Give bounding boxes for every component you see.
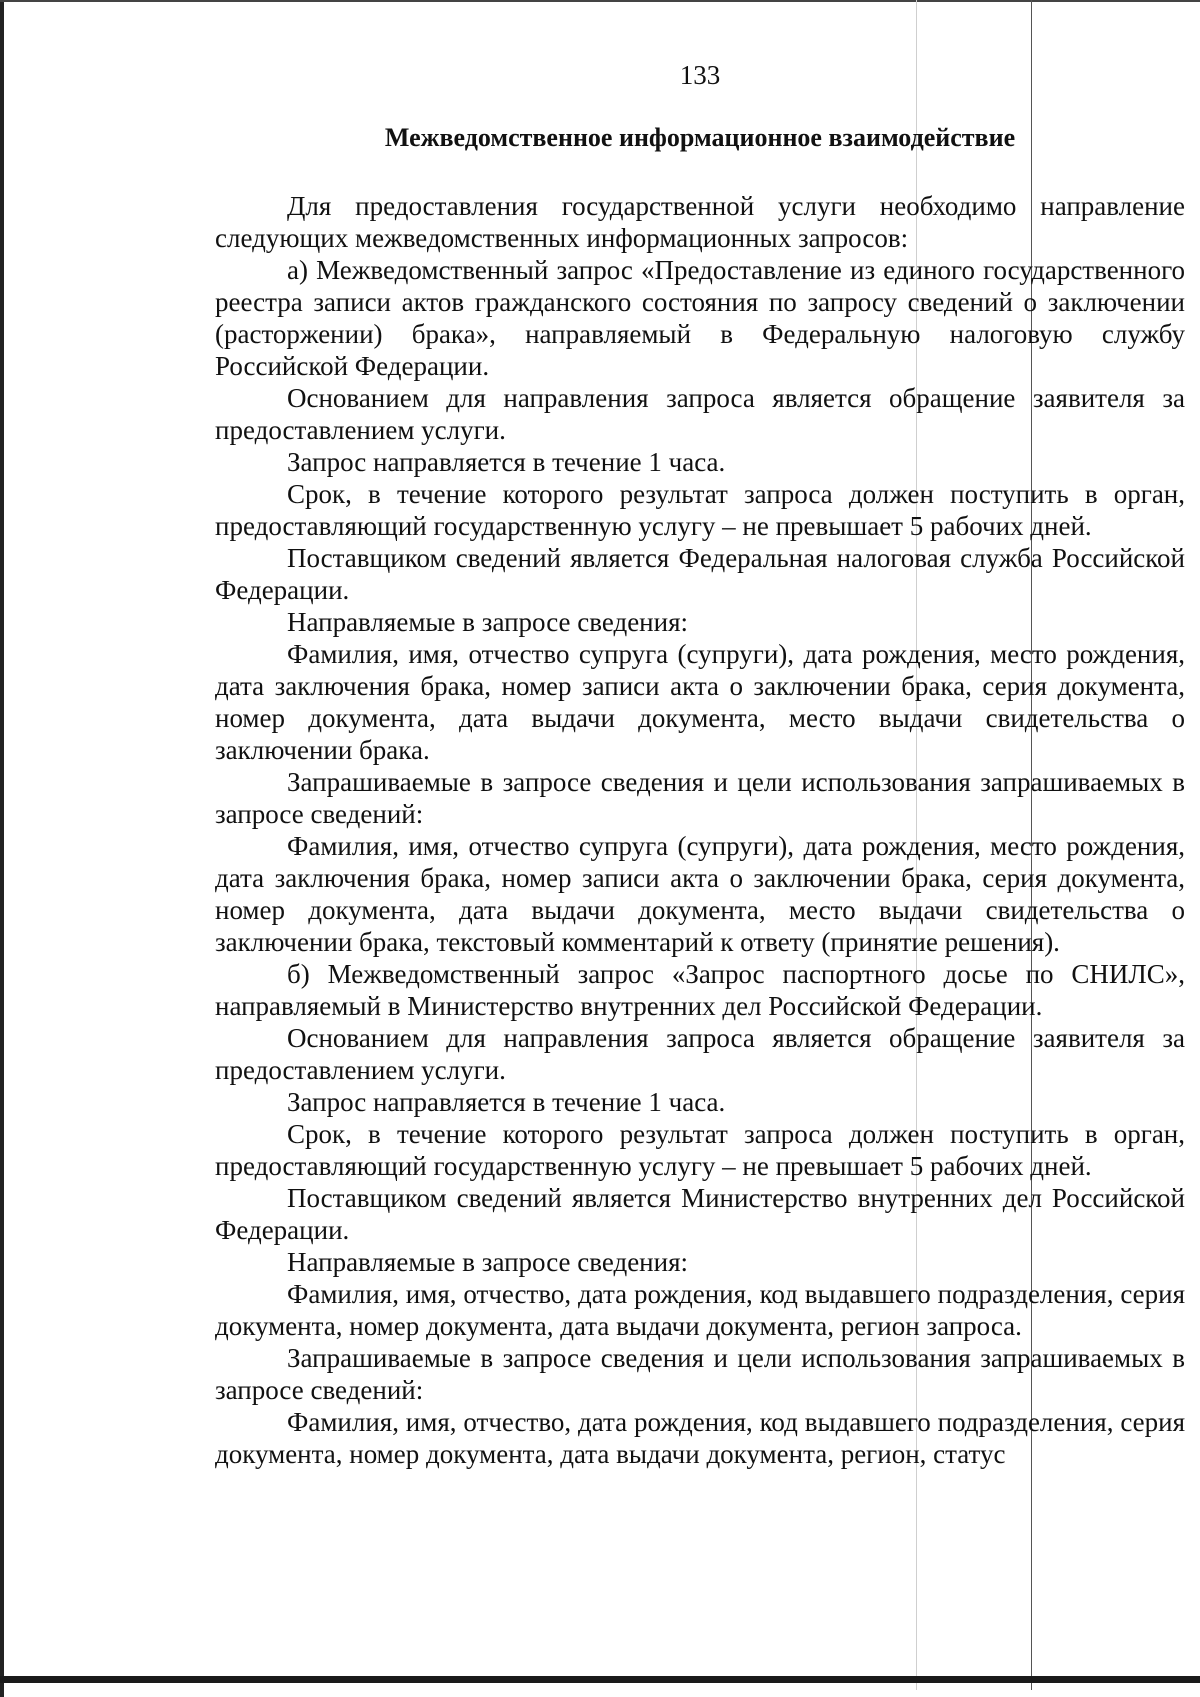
paragraph: Фамилия, имя, отчество супруга (супруги), дата рождения, место рождения, дата заключения брака, номер записи акта о заключении брака, серия документа, номер документа, дата выдачи документа, место выдачи свидетельства о заключении брака, текстовый комментарий к ответу (принятие решения). <box>215 831 1185 957</box>
paragraph: Для предоставления государственной услуги необходимо направление следующих межведомственных информационных запросов: <box>215 191 1185 253</box>
page-number: 133 <box>679 60 721 90</box>
paragraph: Фамилия, имя, отчество, дата рождения, код выдавшего подразделения, серия документа, номер документа, дата выдачи документа, регион запроса. <box>215 1279 1185 1341</box>
paragraph: Фамилия, имя, отчество, дата рождения, код выдавшего подразделения, серия документа, номер документа, дата выдачи документа, регион, статус <box>215 1407 1185 1469</box>
paragraph: Направляемые в запросе сведения: <box>287 1247 688 1277</box>
paragraph: Направляемые в запросе сведения: <box>287 607 688 637</box>
page-frame-top <box>0 0 1200 2</box>
paragraph: Фамилия, имя, отчество супруга (супруги), дата рождения, место рождения, дата заключения брака, номер записи акта о заключении брака, серия документа, номер документа, дата выдачи документа, место выдачи свидетельства о заключении брака. <box>215 639 1185 765</box>
paragraph: Основанием для направления запроса является обращение заявителя за предоставлением услуги. <box>215 383 1185 445</box>
page-frame-left <box>0 0 4 1697</box>
paragraph: Запрос направляется в течение 1 часа. <box>287 1087 726 1117</box>
paragraph: а) Межведомственный запрос «Предоставление из единого государственного реестра записи актов гражданского состояния по запросу сведений о заключении (расторжении) брака», направляемый в Федеральную налоговую службу Российской Федерации. <box>215 255 1185 381</box>
paragraph: Запрашиваемые в запросе сведения и цели использования запрашиваемых в запросе сведений: <box>215 767 1185 829</box>
paragraph: Поставщиком сведений является Министерство внутренних дел Российской Федерации. <box>215 1183 1185 1245</box>
paragraph: Основанием для направления запроса является обращение заявителя за предоставлением услуги. <box>215 1023 1185 1085</box>
paragraph: Поставщиком сведений является Федеральная налоговая служба Российской Федерации. <box>215 543 1185 605</box>
paragraph: Срок, в течение которого результат запроса должен поступить в орган, предоставляющий государственную услугу – не превышает 5 рабочих дней. <box>215 1119 1185 1181</box>
document-body <box>215 190 1185 1470</box>
section-title: Межведомственное информационное взаимодействие <box>384 123 1016 152</box>
paragraph: Запрос направляется в течение 1 часа. <box>287 447 726 477</box>
paragraph: Запрашиваемые в запросе сведения и цели использования запрашиваемых в запросе сведений: <box>215 1343 1185 1405</box>
page-frame-bottom <box>0 1676 1200 1683</box>
paragraph: б) Межведомственный запрос «Запрос паспортного досье по СНИЛС», направляемый в Министерство внутренних дел Российской Федерации. <box>215 959 1185 1021</box>
paragraph: Срок, в течение которого результат запроса должен поступить в орган, предоставляющий государственную услугу – не превышает 5 рабочих дней. <box>215 479 1185 541</box>
